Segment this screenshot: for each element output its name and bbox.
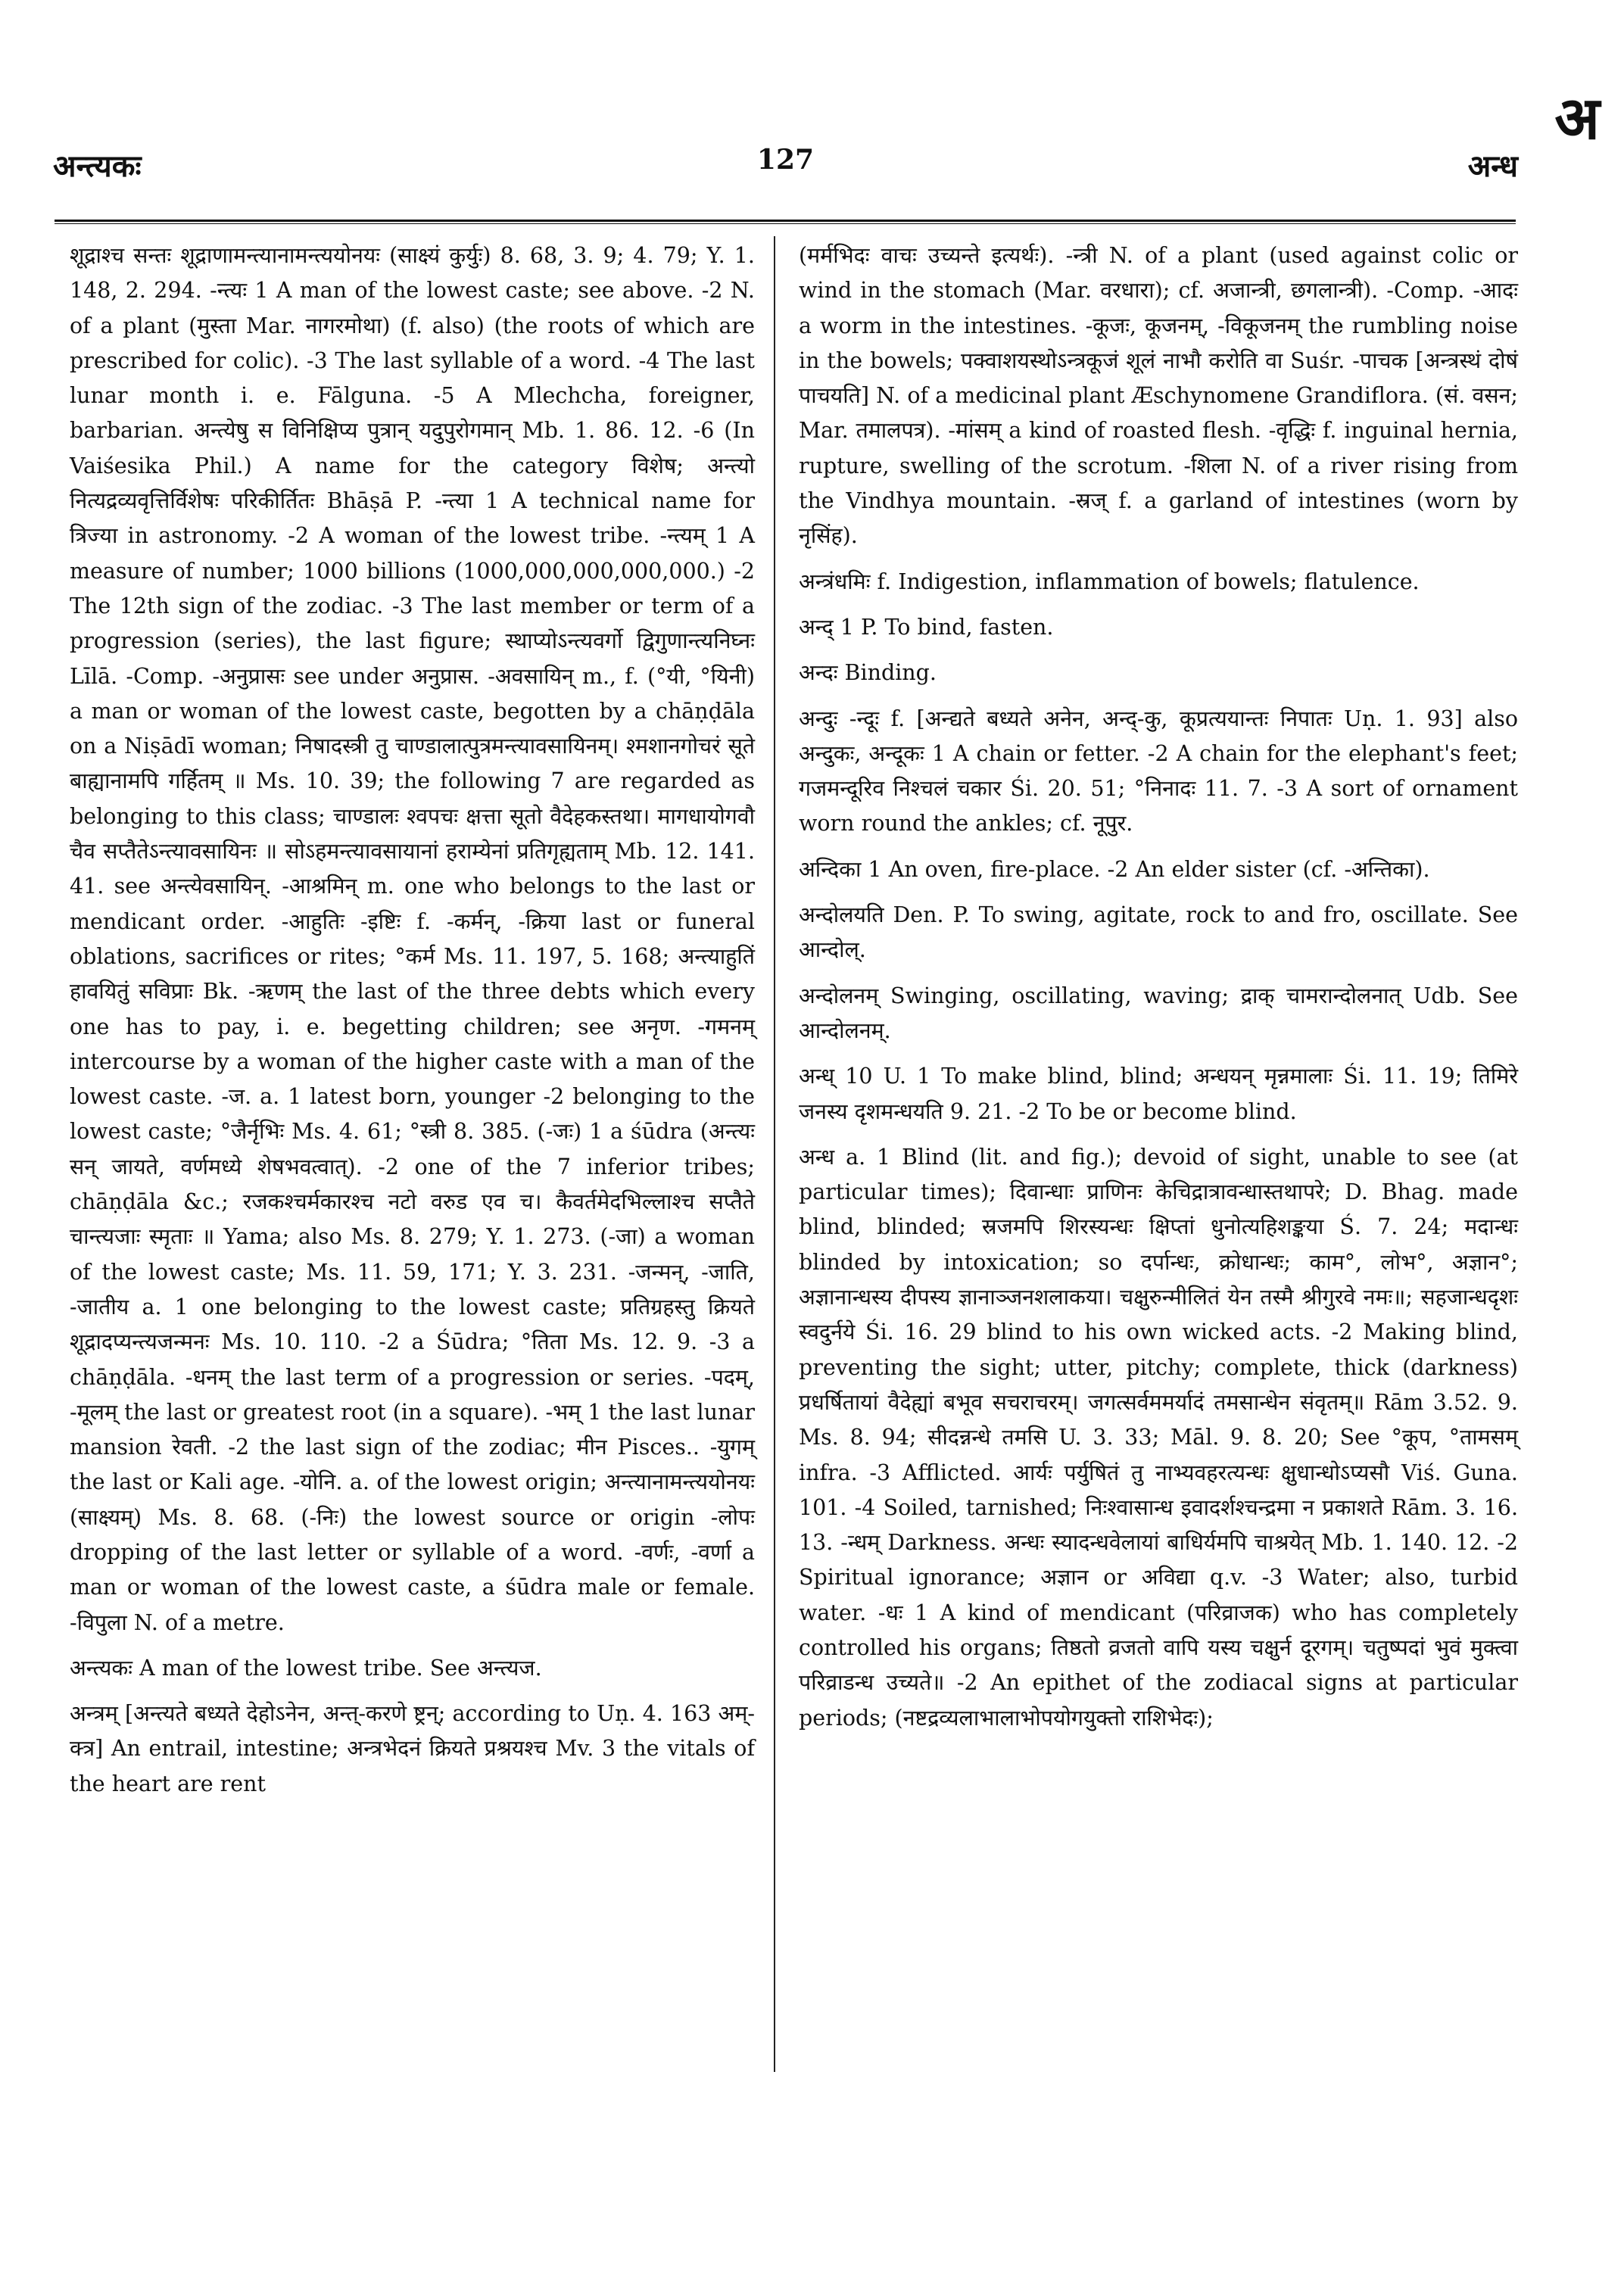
entry-paragraph: अन्त्रम् [अन्त्यते बध्यते देहोऽनेन, अन्त्-करणे ष्ट्रन्; according to Uṇ. 4. 163 अम्-क्त्र] An entrail, intestine; अन्त्रभेदनं क्रियते प्रश्रयश्च Mv. 3 the vitals of the heart are rent: [70, 1701, 755, 1796]
entry-paragraph: अन्दिका 1 An oven, fire-place. -2 An elder sister (cf. -अन्तिका).: [799, 856, 1430, 882]
entry-paragraph: अन्दोलनम् Swinging, oscillating, waving; द्राक् चामरान्दोलनात् Udb. See आन्दोलनम्.: [799, 983, 1518, 1043]
entry-paragraph: अन्ध a. 1 Blind (lit. and fig.); devoid of sight, unable to see (at particular times); दिवान्धाः प्राणिनः केचिद्रात्रावन्धास्तथापरे; D. Bhag. made blind, blinded; स्रजमपि शिरस्यन्धः क्षिप्तां धुनोत्यहिशङ्कया Ś. 7. 24; मदान्धः blinded by intoxication; so दर्पान्धः, क्रोधान्धः; काम°, लोभ°, अज्ञान°; अज्ञानान्धस्य दीपस्य ज्ञानाञ्जनशलाकया। चक्षुरुन्मीलितं येन तस्मै श्रीगुरवे नमः॥; सहजान्धदृशः स्वदुर्नये Śi. 16. 29 blind to his own wicked acts. -2 Making blind, preventing the sight; utter, pitchy; complete, thick (darkness) प्रधर्षितायां वैदेह्यां बभूव सचराचरम्। जगत्सर्वममर्यादं तमसान्धेन संवृतम्॥ Rām 3.52. 9. Ms. 8. 94; सीदन्नन्धे तमसि U. 3. 33; Māl. 9. 8. 20; See °कूप, °तामसम् infra. -3 Afflicted. आर्यः पर्युषितं तु नाभ्यवहरत्यन्धः क्षुधान्धोऽप्यसौ Viś. Guna. 101. -4 Soiled, tarnished; निःश्वासान्ध इवादर्शश्चन्द्रमा न प्रकाशते Rām. 3. 16. 13. -न्धम् Darkness. अन्धः स्यादन्धवेलायां बाधिर्यमपि चाश्रयेत् Mb. 1. 140. 12. -2 Spiritual ignorance; अज्ञान or अविद्या q.v. -3 Water; also, turbid water. -धः 1 A kind of mendicant (परिव्राजक) who has completely controlled his organs; तिष्ठतो व्रजतो वापि यस्य चक्षुर्न दूरगम्। चतुष्पदां भुवं मुक्त्वा परिव्राडन्ध उच्यते॥ -2 An epithet of the zodiacal signs at particular periods; (नष्टद्रव्यलाभालाभोपयोगयुक्तो राशिभेदः);: [799, 1144, 1518, 1731]
entry-paragraph: अन्दोलयति Den. P. To swing, agitate, rock to and fro, oscillate. See आन्दोल्.: [799, 902, 1518, 963]
right-column: [799, 238, 1518, 1746]
column-divider: [774, 236, 775, 2072]
running-head-left: अन्त्यकः: [53, 148, 142, 184]
entry-paragraph: शूद्राश्च सन्तः शूद्राणामन्त्यानामन्त्ययोनयः (साक्ष्यं कुर्युः) 8. 68, 3. 9; 4. 79; Y. 1. 148, 2. 294. -न्त्यः 1 A man of the lowest caste; see above. -2 N. of a plant (मुस्ता Mar. नागरमोथा) (f. also) (the roots of which are prescribed for colic). -3 The last syllable of a word. -4 The last lunar month i. e. Fālguna. -5 A Mlechcha, foreigner, barbarian. अन्त्येषु स विनिक्षिप्य पुत्रान् यदुपुरोगमान् Mb. 1. 86. 12. -6 (In Vaiśesika Phil.) A name for the category विशेष; अन्त्यो नित्यद्रव्यवृत्तिर्विशेषः परिकीर्तितः Bhāṣā P. -न्त्या 1 A technical name for त्रिज्या in astronomy. -2 A woman of the lowest tribe. -न्त्यम् 1 A measure of number; 1000 billions (1000,000,000,000,000.) -2 The 12th sign of the zodiac. -3 The last member or term of a progression (series), the last figure; स्थाप्योऽन्त्यवर्गो द्विगुणान्त्यनिघ्नः Līlā. -Comp. -अनुप्रासः see under अनुप्रास. -अवसायिन् m., f. (°यी, °यिनी) a man or woman of the lowest caste, begotten by a chāṇḍāla on a Niṣādī woman; निषादस्त्री तु चाण्डालात्पुत्रमन्त्यावसायिनम्। श्मशानगोचरं सूते बाह्यानामपि गर्हितम् ॥ Ms. 10. 39; the following 7 are regarded as belonging to this class; चाण्डालः श्वपचः क्षत्ता सूतो वैदेहकस्तथा। मागधायोगवौ चैव सप्तैतेऽन्त्यावसायिनः ॥ सोऽहमन्त्यावसायानां हराम्येनां प्रतिगृह्यताम् Mb. 12. 141. 41. see अन्त्येवसायिन्. -आश्रमिन् m. one who belongs to the last or mendicant order. -आहुतिः -इष्टिः f. -कर्मन्, -क्रिया last or funeral oblations, sacrifices or rites; °कर्म Ms. 11. 197, 5. 168; अन्त्याहुतिं हावयितुं सविप्राः Bk. -ऋणम् the last of the three debts which every one has to pay, i. e. begetting children; see अनृण. -गमनम् intercourse by a woman of the higher caste with a man of the lowest caste. -ज. a. 1 latest born, younger -2 belonging to the lowest caste; °जैर्नृभिः Ms. 4. 61; °स्त्री 8. 385. (-जः) 1 a śūdra (अन्त्यः सन् जायते, वर्णमध्ये शेषभवत्वात्). -2 one of the 7 inferior tribes; chāṇḍāla &c.; रजकश्चर्मकारश्च नटो वरुड एव च। कैवर्तमेदभिल्लाश्च सप्तैते चान्त्यजाः स्मृताः ॥ Yama; also Ms. 8. 279; Y. 1. 273. (-जा) a woman of the lowest caste; Ms. 11. 59, 171; Y. 3. 231. -जन्मन्, -जाति, -जातीय a. 1 one belonging to the lowest caste; प्रतिग्रहस्तु क्रियते शूद्रादप्यन्त्यजन्मनः Ms. 10. 110. -2 a Śūdra; °तिता Ms. 12. 9. -3 a chāṇḍāla. -धनम् the last term of a progression or series. -पदम्, -मूलम् the last or greatest root (in a square). -भम् 1 the last lunar mansion रेवती. -2 the last sign of the zodiac; मीन Pisces.. -युगम् the last or Kali age. -योनि. a. of the lowest origin; अन्त्यानामन्त्ययोनयः (साक्ष्यम्) Ms. 8. 68. (-निः) the lowest source or origin -लोपः dropping of the last letter or syllable of a word. -वर्णः, -वर्णा a man or woman of the lowest caste, a śūdra male or female. -विपुला N. of a metre.: [70, 243, 755, 1635]
entry-paragraph: अन्ध् 10 U. 1 To make blind, blind; अन्धयन् मृन्नमालाः Śi. 11. 19; तिमिरे जनस्य दृशमन्धयति 9. 21. -2 To be or become blind.: [799, 1064, 1518, 1124]
running-head-right: अन्ध: [1467, 148, 1518, 184]
header-rule: [55, 220, 1516, 224]
section-letter: अ: [1554, 84, 1600, 153]
page-number: 127: [756, 144, 815, 176]
entry-paragraph: अन्दुः -न्दूः f. [अन्द्यते बध्यते अनेन, अन्द्-कु, कूप्रत्ययान्तः निपातः Uṇ. 1. 93] also अन्दुकः, अन्दूकः 1 A chain or fetter. -2 A chain for the elephant's feet; गजमन्दूरिव निश्चलं चकार Śi. 20. 51; °निनादः 11. 7. -3 A sort of ornament worn round the ankles; cf. नूपुर.: [799, 706, 1518, 837]
entry-paragraph: अन्त्यकः A man of the lowest tribe. See अन्त्यज.: [70, 1655, 542, 1681]
left-column: [70, 238, 755, 1812]
page-header: [53, 144, 1518, 204]
entry-paragraph: अन्त्रंधमिः f. Indigestion, inflammation of bowels; flatulence.: [799, 569, 1420, 594]
entry-paragraph: (मर्मभिदः वाचः उच्यन्ते इत्यर्थः). -न्त्री N. of a plant (used against colic or wind in the stomach (Mar. वरधारा); cf. अजान्त्री, छगलान्त्री). -Comp. -आदः a worm in the intestines. -कूजः, कूजनम्, -विकूजनम् the rumbling noise in the bowels; पक्वाशयस्थोऽन्त्रकूजं शूलं नाभौ करोति वा Suśr. -पाचक [अन्त्रस्थं दोषं पाचयति] N. of a medicinal plant Æschynomene Grandiflora. (सं. वसन; Mar. तमालपत्र). -मांसम् a kind of roasted flesh. -वृद्धिः f. inguinal hernia, rupture, swelling of the scrotum. -शिला N. of a river rising from the Vindhya mountain. -स्रज् f. a garland of intestines (worn by नृसिंह).: [799, 243, 1518, 549]
entry-paragraph: अन्दः Binding.: [799, 660, 937, 686]
entry-paragraph: अन्द् 1 P. To bind, fasten.: [799, 614, 1054, 640]
